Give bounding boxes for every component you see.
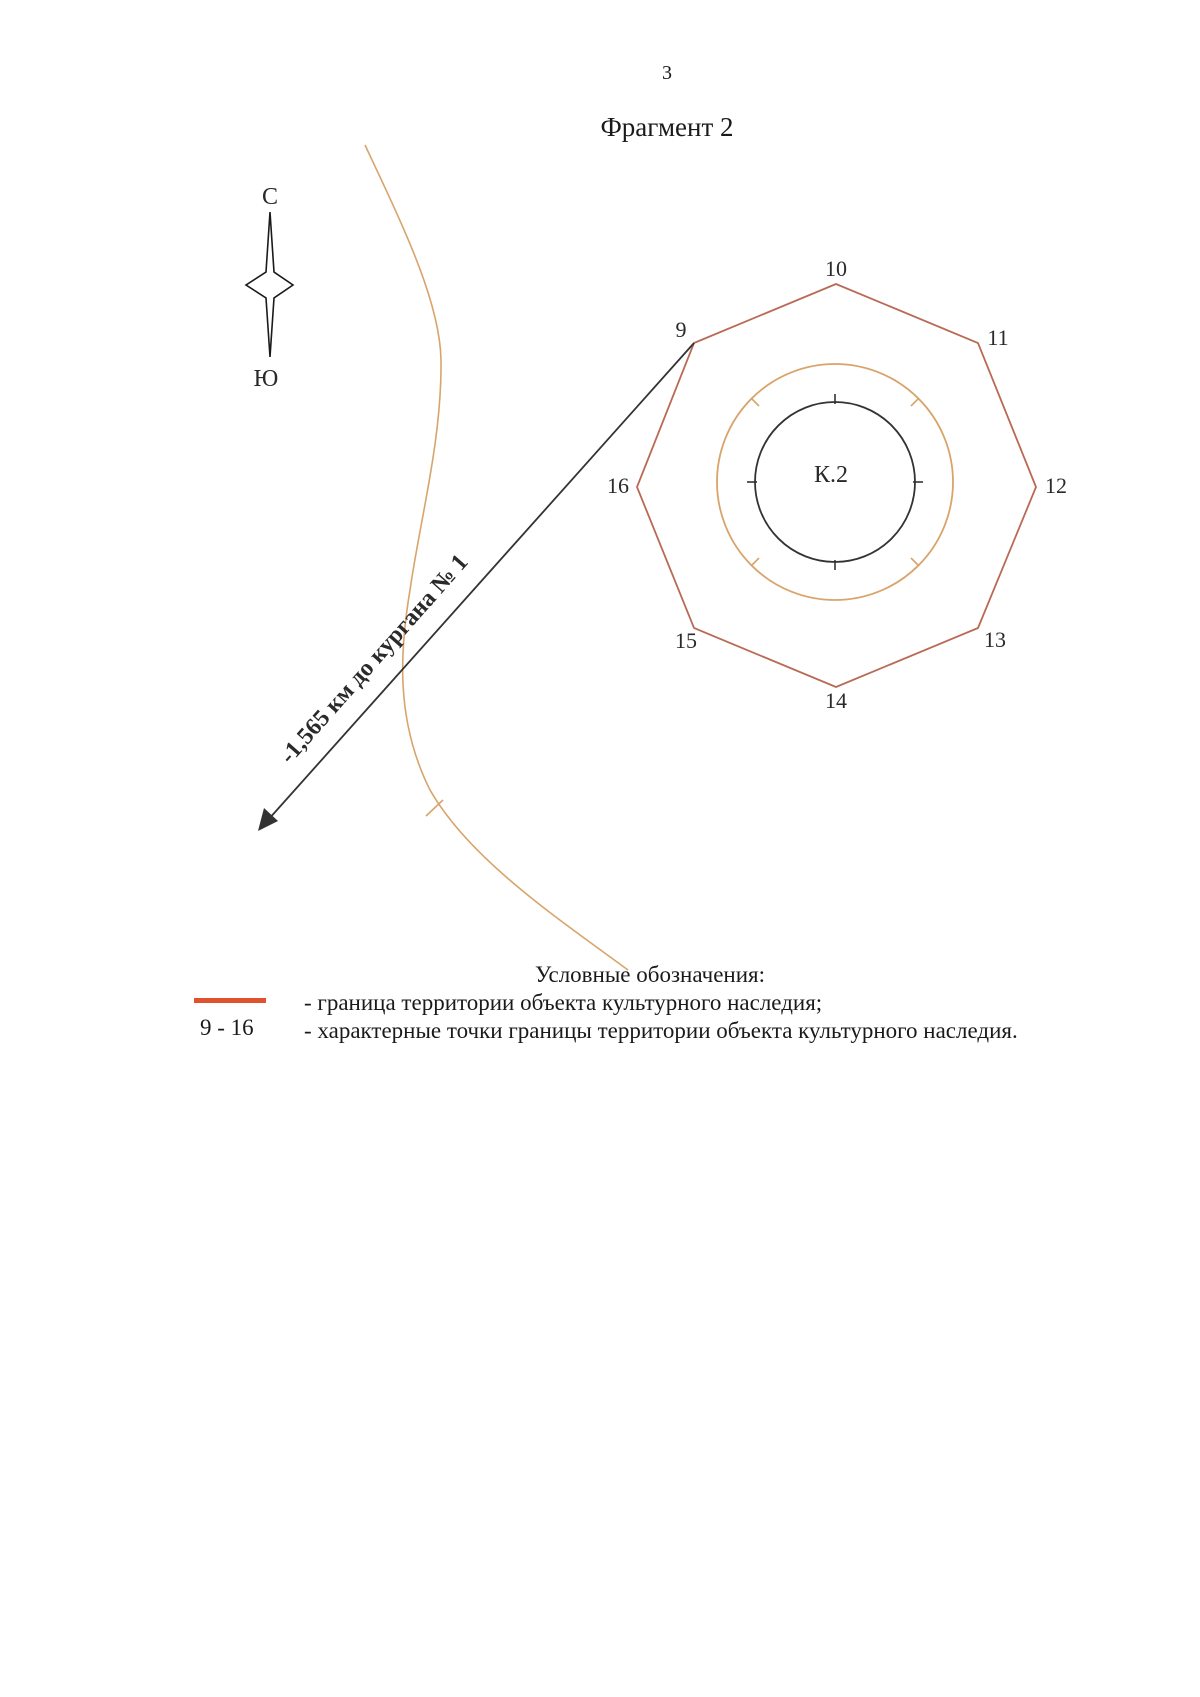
compass-north-label: С: [261, 184, 279, 210]
boundary-point-label-16: 16: [607, 473, 629, 498]
boundary-point-label-13: 13: [984, 627, 1006, 652]
boundary-point-label-9: 9: [675, 317, 687, 342]
legend-boundary-line-symbol: [194, 998, 266, 1003]
boundary-point-label-15: 15: [675, 628, 697, 653]
boundary-point-label-10: 10: [825, 256, 847, 281]
mound-label: К.2: [813, 462, 849, 488]
page-number: 3: [662, 62, 672, 84]
distance-arrow-line: [268, 343, 694, 820]
compass-south-label: Ю: [253, 366, 279, 392]
compass-needle: [246, 212, 293, 357]
distance-label: -1,565 км до кургана № 1: [275, 549, 474, 769]
legend-title: Условные обозначения:: [534, 962, 766, 987]
legend-item-points: - характерные точки границы территории объекта культурного наследия.: [304, 1018, 1018, 1043]
page-title: Фрагмент 2: [600, 112, 734, 142]
road-tick: [426, 800, 443, 816]
road-line: [365, 145, 628, 970]
boundary-point-label-11: 11: [987, 325, 1009, 350]
legend-item-boundary: - граница территории объекта культурного наследия;: [304, 990, 823, 1015]
legend-point-code: 9 - 16: [200, 1015, 254, 1040]
boundary-point-label-14: 14: [825, 688, 847, 713]
compass-rose-icon: [246, 184, 293, 392]
boundary-point-label-12: 12: [1045, 473, 1067, 498]
